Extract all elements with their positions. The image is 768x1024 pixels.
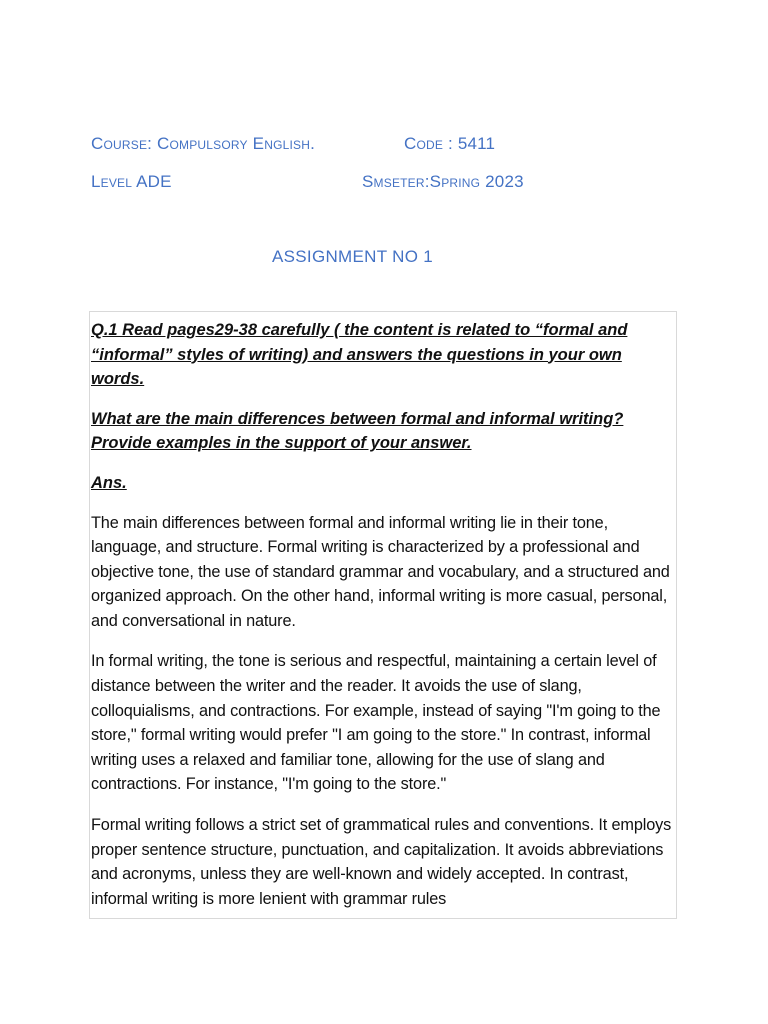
question-prompt: What are the main differences between formal and informal writing? Provide examples in the support of your answer. [91,409,624,452]
answer-paragraph: Formal writing follows a strict set of grammatical rules and conventions. It employs proper sentence structure, punctuation, and capitalization. It avoids abbreviations and acronyms, unless they are well-known and widely accepted. In contrast, informal writing is more lenient with grammar rules [91,816,672,908]
assignment-title: ASSIGNMENT NO 1 [272,247,433,266]
course-code: Code : 5411 [404,134,496,153]
answer-paragraph: In formal writing, the tone is serious and respectful, maintaining a certain level of distance between the writer and the reader. It avoids the use of slang, colloquialisms, and contractions. For example, instead of saying "I'm going to the store," formal writing would prefer "I am going to the store." In contrast, informal writing uses a relaxed and familiar tone, allowing for the use of slang and contractions. For instance, "I'm going to the store." [91,652,661,794]
course-label: Course: Compulsory English. [91,134,316,153]
answer-box [89,311,677,919]
semester-label: Smseter:Spring 2023 [362,172,524,191]
answer-box-content [91,318,677,919]
answer-paragraph: The main differences between formal and informal writing lie in their tone, language, and structure. Formal writing is characterized by a professional and objective tone, the use of standard grammar and vocabulary, and a structured and organized approach. On the other hand, informal writing is more casual, personal, and conversational in nature. [91,513,670,630]
question-intro: Q.1 Read pages29-38 carefully ( the content is related to “formal and “informal” styles of writing) and answers the questions in your own words. [91,321,628,388]
level-label: Level ADE [91,172,172,191]
answer-label: Ans. [91,473,127,492]
